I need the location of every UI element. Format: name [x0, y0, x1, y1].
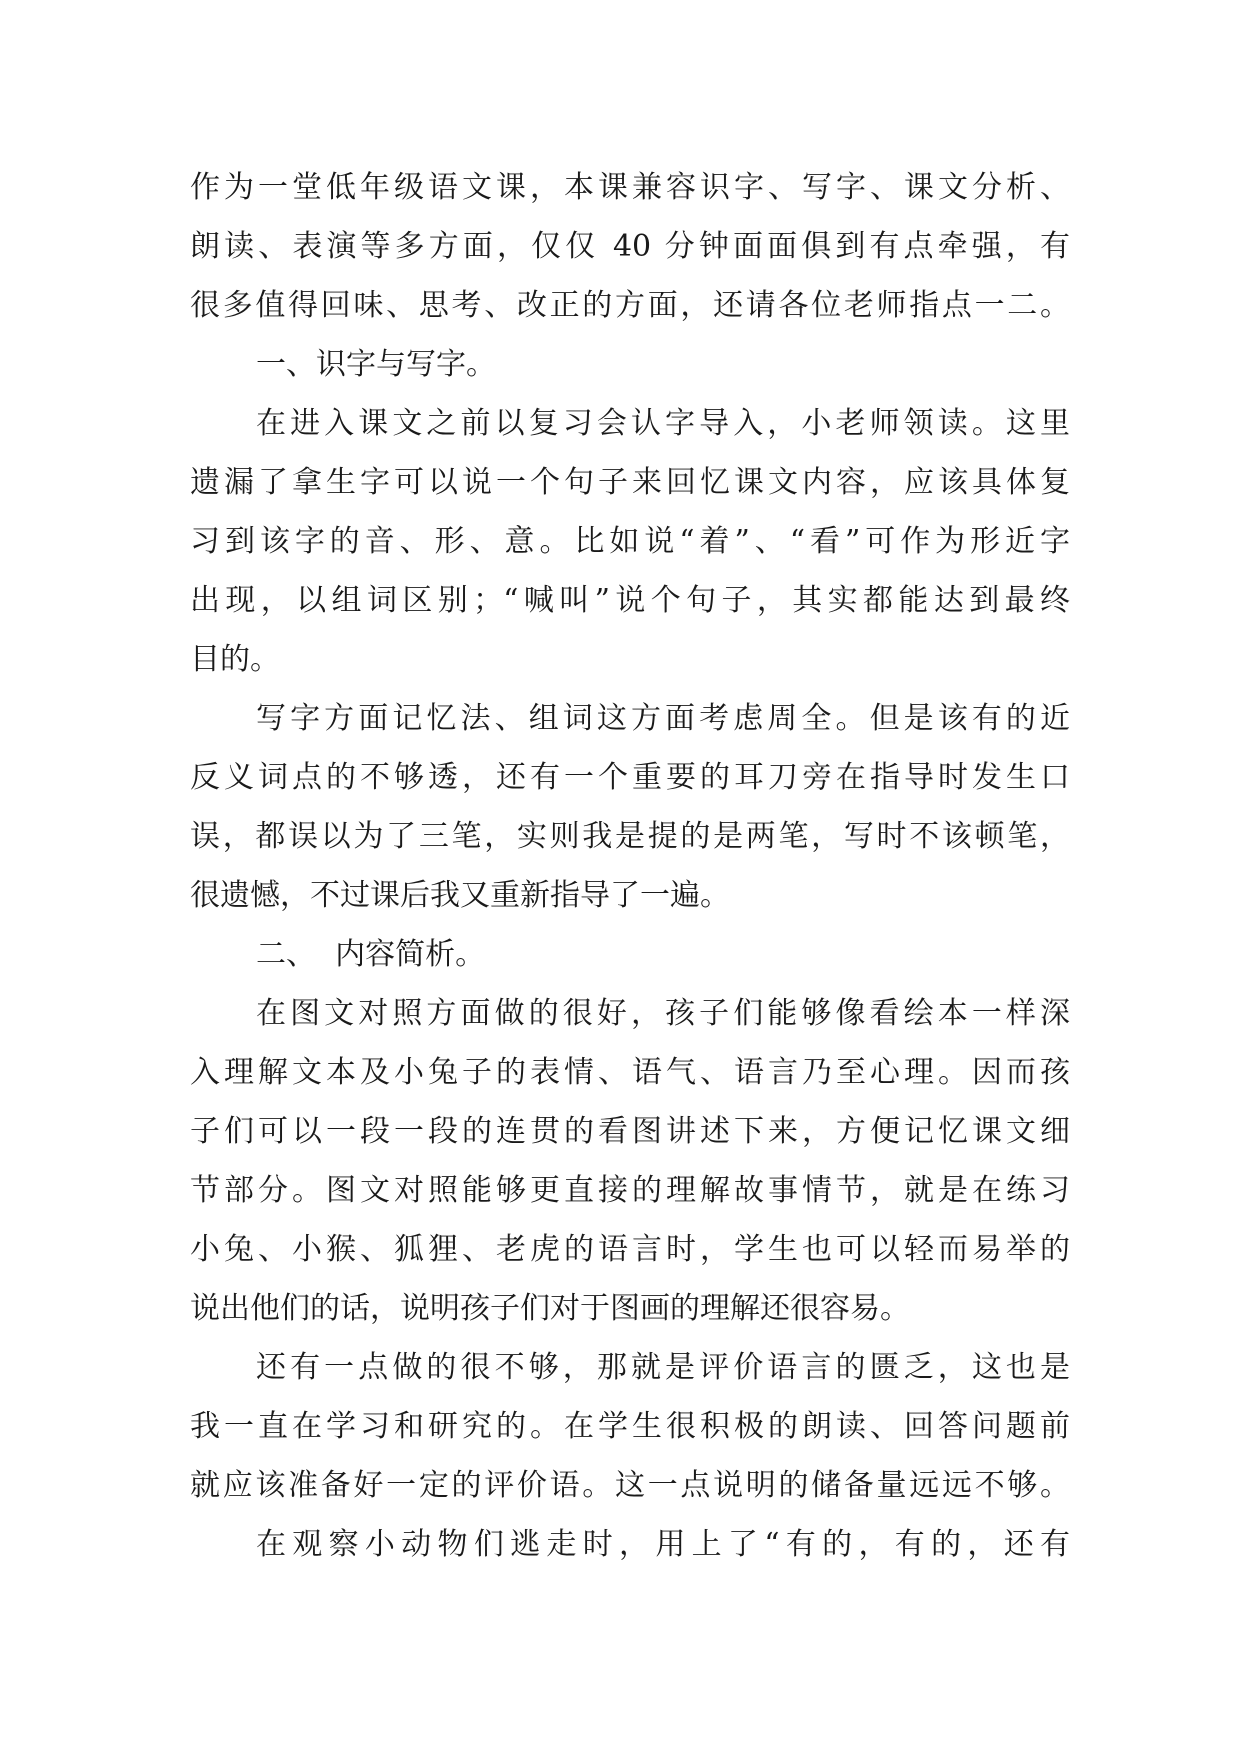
text-line: 出现，以组词区别；“喊叫”说个句子，其实都能达到最终: [190, 583, 1070, 618]
section-heading-2: 二、 内容简析。: [256, 937, 486, 972]
text-line: 习到该字的音、形、意。比如说“着”、“看”可作为形近字: [190, 524, 1070, 559]
text-line: 节部分。图文对照能够更直接的理解故事情节，就是在练习: [190, 1173, 1070, 1208]
text-line: 在观察小动物们逃走时，用上了“有的，有的，还有: [256, 1527, 1070, 1562]
document-body: [190, 158, 1070, 1574]
text-line: 作为一堂低年级语文课，本课兼容识字、写字、课文分析、: [190, 170, 1070, 205]
text-line: 遗漏了拿生字可以说一个句子来回忆课文内容，应该具体复: [190, 465, 1070, 500]
text-line: 误，都误以为了三笔，实则我是提的是两笔，写时不该顿笔，: [190, 819, 1070, 854]
text-line: 反义词点的不够透，还有一个重要的耳刀旁在指导时发生口: [190, 760, 1070, 795]
text-line: 小兔、小猴、狐狸、老虎的语言时，学生也可以轻而易举的: [190, 1232, 1070, 1267]
text-line: 朗读、表演等多方面，仅仅 40 分钟面面俱到有点牵强，有: [190, 229, 1070, 264]
text-line: 子们可以一段一段的连贯的看图讲述下来，方便记忆课文细: [190, 1114, 1070, 1149]
section-heading-1: 一、识字与写字。: [256, 347, 496, 382]
text-line: 很遗憾，不过课后我又重新指导了一遍。: [190, 878, 730, 913]
text-line: 目的。: [190, 642, 280, 677]
text-line: 还有一点做的很不够，那就是评价语言的匮乏，这也是: [256, 1350, 1070, 1385]
text-line: 很多值得回味、思考、改正的方面，还请各位老师指点一二。: [190, 288, 1070, 323]
text-line: 在图文对照方面做的很好，孩子们能够像看绘本一样深: [256, 996, 1070, 1031]
text-line: 说出他们的话，说明孩子们对于图画的理解还很容易。: [190, 1291, 910, 1326]
text-line: 入理解文本及小兔子的表情、语气、语言乃至心理。因而孩: [190, 1055, 1070, 1090]
text-line: 就应该准备好一定的评价语。这一点说明的储备量远远不够。: [190, 1468, 1070, 1503]
text-line: 我一直在学习和研究的。在学生很积极的朗读、回答问题前: [190, 1409, 1070, 1444]
text-line: 写字方面记忆法、组词这方面考虑周全。但是该有的近: [256, 701, 1070, 736]
text-line: 在进入课文之前以复习会认字导入，小老师领读。这里: [256, 406, 1070, 441]
